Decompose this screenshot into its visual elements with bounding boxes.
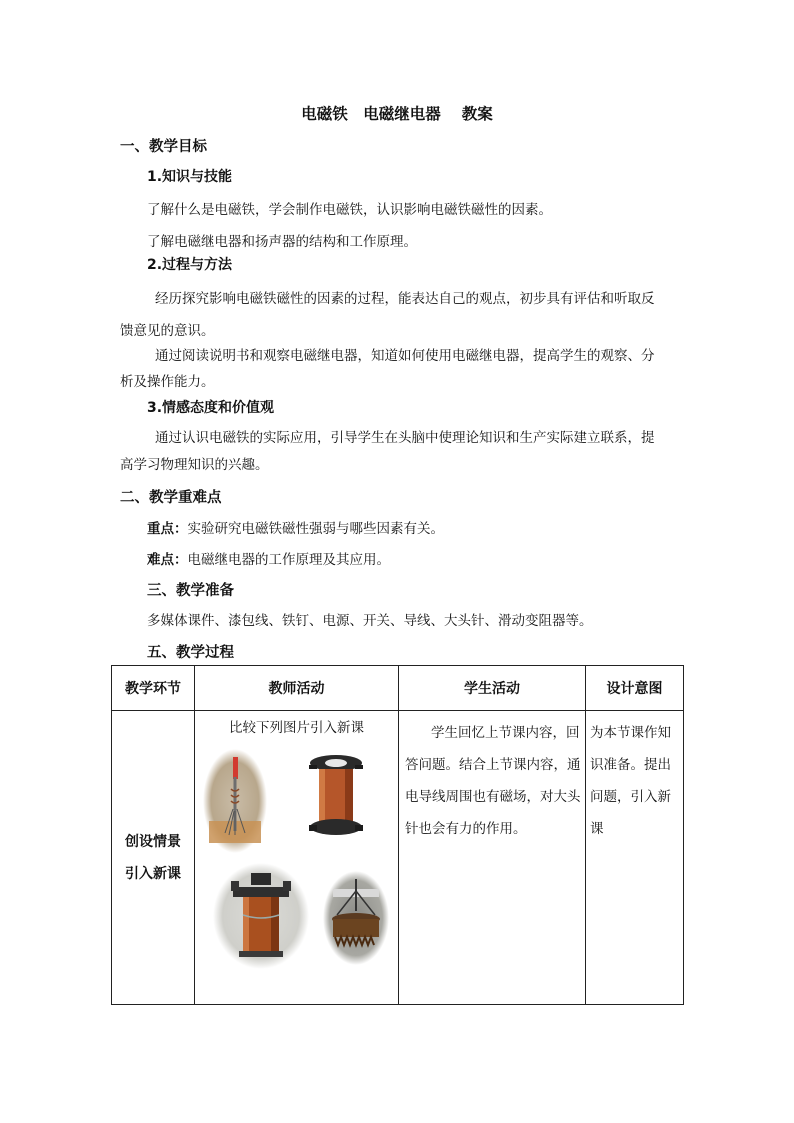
intent-line: 课 (590, 821, 604, 837)
header-student-activity: 学生活动 (399, 666, 586, 711)
student-line: 电导线周围也有磁场，对大头 (405, 789, 581, 805)
table-row (112, 711, 684, 1005)
section-heading-key-points: 二、教学重难点 (120, 490, 222, 506)
subheading-knowledge: 1.知识与技能 (147, 169, 233, 185)
page-title: 电磁铁 电磁继电器 教案 (301, 105, 493, 123)
paragraph-line: 通过阅读说明书和观察电磁继电器，知道如何使用电磁继电器，提高学生的观察、分 (155, 348, 655, 364)
stage-cell (112, 711, 195, 1005)
teaching-process-table (111, 665, 684, 1005)
solenoid-photo (213, 863, 309, 969)
section-heading-goals: 一、教学目标 (120, 139, 207, 155)
intent-line: 识准备。提出 (590, 757, 671, 773)
paragraph-line: 高学习物理知识的兴趣。 (120, 457, 269, 473)
student-line: 答问题。结合上节课内容，通 (405, 757, 581, 773)
subheading-attitude: 3.情感态度和价值观 (147, 400, 275, 416)
header-design-intent: 设计意图 (586, 666, 684, 711)
design-intent-cell (586, 711, 684, 1005)
stage-line: 创设情景 (125, 833, 181, 850)
subheading-process: 2.过程与方法 (147, 257, 233, 273)
nail-coil-photo (203, 749, 267, 853)
key-point-text: 实验研究电磁铁磁性强弱与哪些因素有关。 (187, 521, 444, 537)
difficulty-label: 难点： (147, 552, 188, 568)
teacher-activity-cell (195, 711, 399, 1005)
paragraph-line: 了解电磁继电器和扬声器的结构和工作原理。 (147, 234, 417, 250)
student-line: 学生回忆上节课内容，回 (431, 725, 580, 741)
paragraph-line: 通过认识电磁铁的实际应用，引导学生在头脑中使理论知识和生产实际建立联系，提 (155, 430, 655, 446)
preparation-text: 多媒体课件、漆包线、铁钉、电源、开关、导线、大头针、滑动变阻器等。 (147, 613, 593, 629)
difficulty-line (147, 548, 390, 568)
student-activity-cell (399, 711, 586, 1005)
table-header-row (112, 666, 684, 711)
paragraph-line: 了解什么是电磁铁，学会制作电磁铁，认识影响电磁铁磁性的因素。 (147, 202, 552, 218)
section-heading-process: 五、教学过程 (147, 645, 234, 661)
header-teacher-activity: 教师活动 (195, 666, 399, 711)
stage-line: 引入新课 (125, 865, 181, 882)
key-point-line (147, 517, 444, 537)
lifting-magnet-photo (323, 871, 389, 965)
difficulty-text: 电磁继电器的工作原理及其应用。 (187, 552, 390, 568)
student-line: 针也会有力的作用。 (405, 821, 527, 837)
coil-spool-photo (305, 753, 367, 843)
intent-line: 为本节课作知 (590, 725, 671, 741)
paragraph-line: 经历探究影响电磁铁磁性的因素的过程，能表达自己的观点，初步具有评估和听取反 (155, 291, 655, 307)
section-heading-preparation: 三、教学准备 (147, 583, 234, 599)
paragraph-line: 馈意见的意识。 (120, 323, 215, 339)
teacher-caption: 比较下列图片引入新课 (229, 720, 364, 736)
key-point-label: 重点： (147, 521, 188, 537)
header-stage: 教学环节 (112, 666, 195, 711)
paragraph-line: 析及操作能力。 (120, 374, 215, 390)
intent-line: 问题，引入新 (590, 789, 671, 805)
